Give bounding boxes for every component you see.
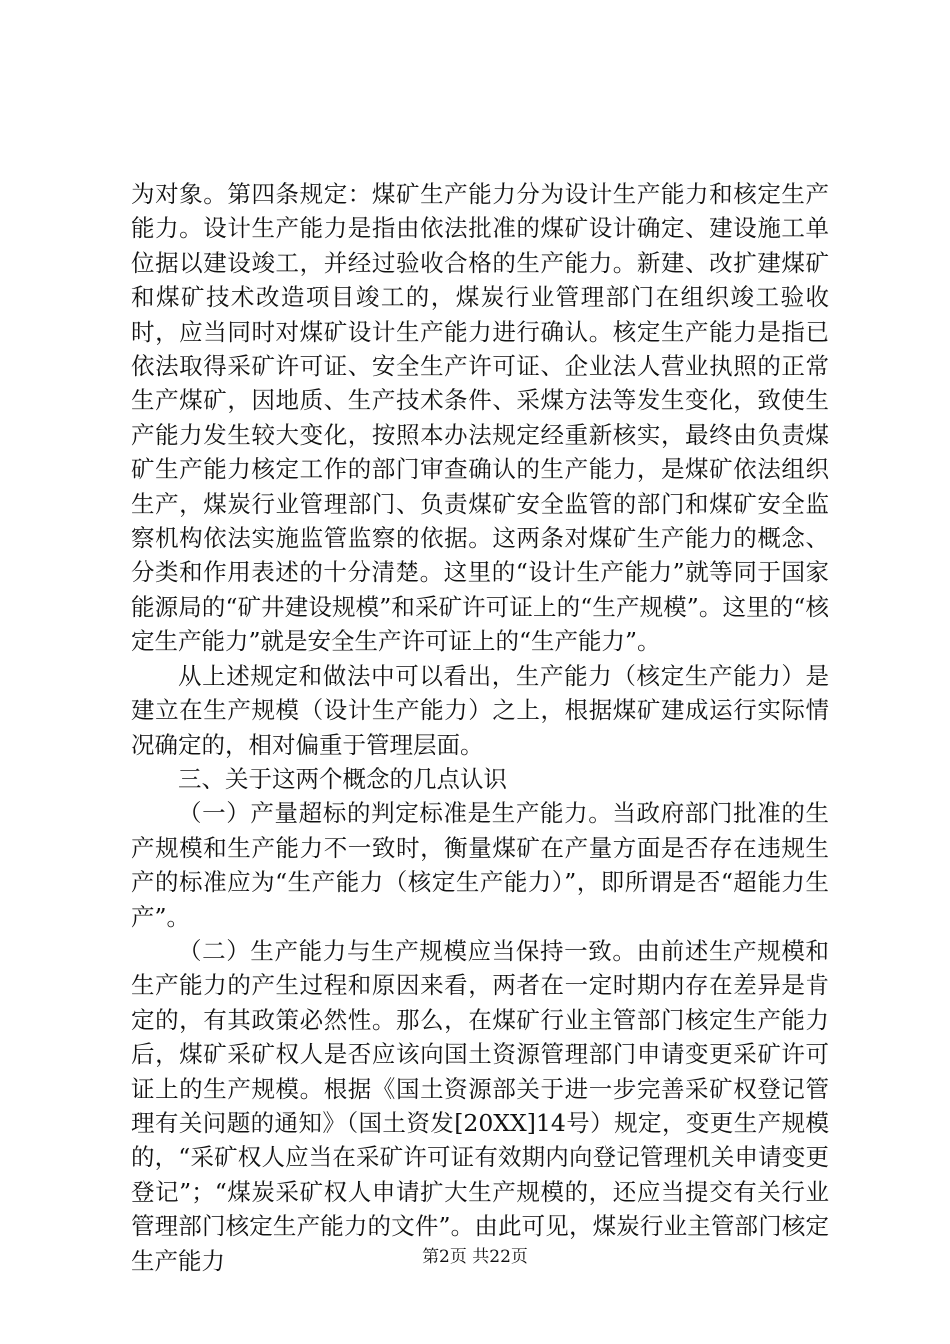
paragraph: 从上述规定和做法中可以看出，生产能力（核定生产能力）是建立在生产规模（设计生产能力）之上，根据煤矿建成运行实际情况确定的，相对偏重于管理层面。 (131, 661, 829, 759)
paragraph: （二）生产能力与生产规模应当保持一致。由前述生产规模和生产能力的产生过程和原因来看，两者在一定时期内存在差异是肯定的，有其政策必然性。那么，在煤矿行业主管部门核定生产能力后，煤矿采矿权人是否应该向国土资源管理部门申请变更采矿许可证上的生产规模。根据《国土资源部关于进一步完善采矿权登记管理有关问题的通知》（国土资发[20XX]14号）规定，变更生产规模的，“采矿权人应当在采矿许可证有效期内向登记管理机关申请变更登记”；“煤炭采矿权人申请扩大生产规模的，还应当提交有关行业管理部门核定生产能力的文件”。由此可见，煤炭行业主管部门核定生产能力 (131, 936, 829, 1275)
page-number-footer: 第2页 共22页 (422, 1247, 528, 1267)
section-heading: 三、关于这两个概念的几点认识 (178, 764, 507, 793)
paragraph: （一）产量超标的判定标准是生产能力。当政府部门批准的生产规模和生产能力不一致时，衡量煤矿在产量方面是否存在违规生产的标准应为“生产能力（核定生产能力）”，即所谓是否“超能力生产”。 (131, 799, 829, 931)
document-body (131, 177, 829, 1278)
paragraph: 为对象。第四条规定：煤矿生产能力分为设计生产能力和核定生产能力。设计生产能力是指由依法批准的煤矿设计确定、建设施工单位据以建设竣工，并经过验收合格的生产能力。新建、改扩建煤矿和煤矿技术改造项目竣工的，煤炭行业管理部门在组织竣工验收时，应当同时对煤矿设计生产能力进行确认。核定生产能力是指已依法取得采矿许可证、安全生产许可证、企业法人营业执照的正常生产煤矿，因地质、生产技术条件、采煤方法等发生变化，致使生产能力发生较大变化，按照本办法规定经重新核实，最终由负责煤矿生产能力核定工作的部门审查确认的生产能力，是煤矿依法组织生产，煤炭行业管理部门、负责煤矿安全监管的部门和煤矿安全监察机构依法实施监管监察的依据。这两条对煤矿生产能力的概念、分类和作用表述的十分清楚。这里的“设计生产能力”就等同于国家能源局的“矿井建设规模”和采矿许可证上的“生产规模”。这里的“核定生产能力”就是安全生产许可证上的“生产能力”。 (131, 180, 829, 656)
